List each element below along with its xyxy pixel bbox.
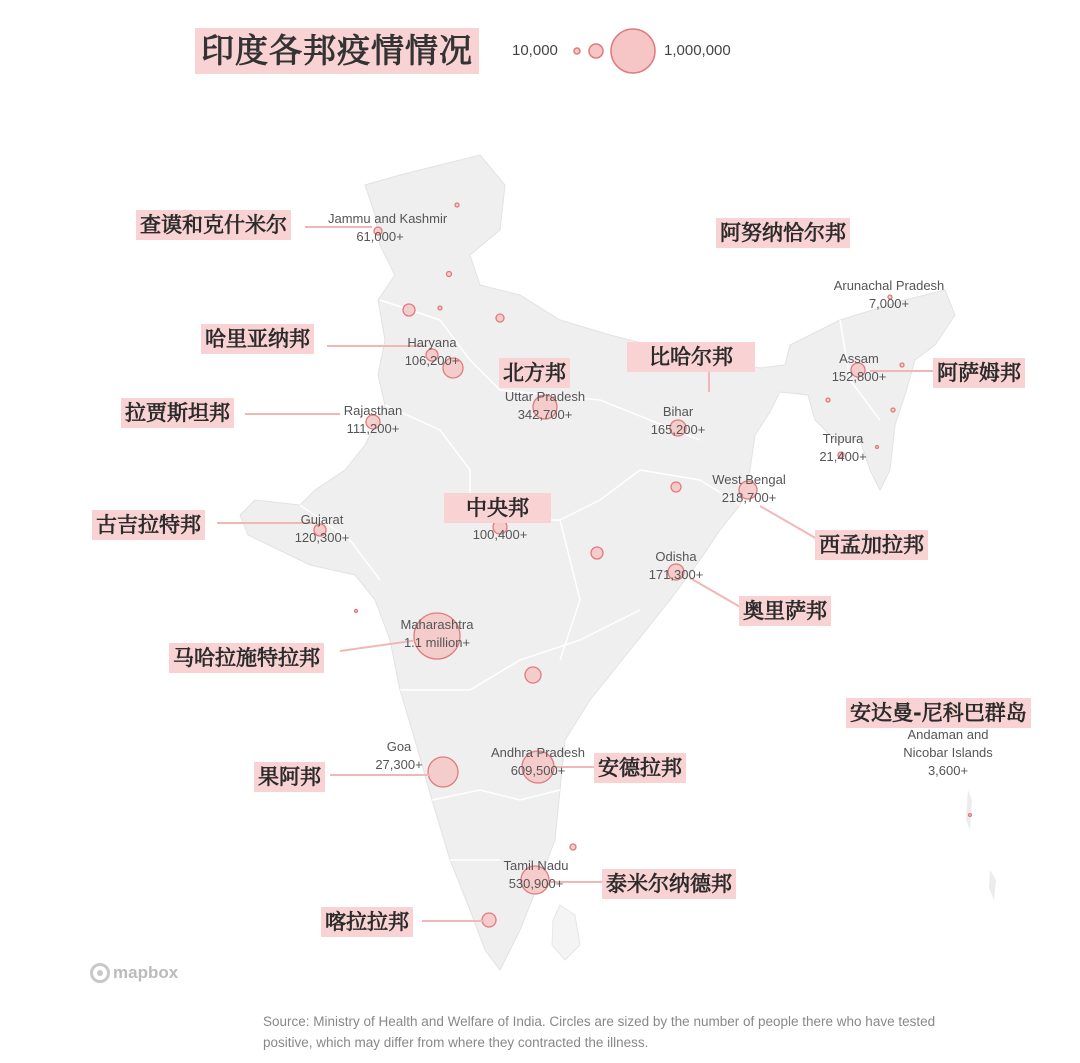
label-cn-jammu-kashmir: 查谟和克什米尔 bbox=[136, 210, 291, 240]
label-cn-maharashtra: 马哈拉施特拉邦 bbox=[169, 643, 324, 673]
leader-goa bbox=[330, 774, 430, 776]
bubble-kerala bbox=[482, 913, 496, 927]
label-en-rajasthan bbox=[330, 402, 416, 438]
bubble-telangana bbox=[525, 667, 541, 683]
label-en-bihar bbox=[638, 403, 718, 439]
state-name: West Bengal bbox=[712, 472, 786, 487]
case-count: 342,700+ bbox=[517, 407, 573, 422]
legend-min-label: 10,000 bbox=[512, 42, 558, 59]
sri-lanka bbox=[552, 905, 580, 960]
bubble-dadra bbox=[355, 610, 358, 613]
label-cn-andaman-nicobar: 安达曼-尼科巴群岛 bbox=[846, 698, 1031, 728]
case-count: 106,200+ bbox=[404, 353, 460, 368]
label-en-arunachal-pradesh bbox=[822, 277, 956, 313]
bubble-himachal bbox=[447, 272, 452, 277]
case-count: 152,800+ bbox=[831, 369, 887, 384]
state-name: Uttar Pradesh bbox=[504, 389, 586, 404]
label-cn-kerala: 喀拉拉邦 bbox=[321, 907, 413, 937]
case-count: 21,400+ bbox=[819, 449, 867, 464]
label-cn-bihar: 比哈尔邦 bbox=[627, 342, 755, 372]
case-count: 165,200+ bbox=[650, 422, 706, 437]
label-cn-odisha: 奥里萨邦 bbox=[739, 596, 831, 626]
bubble-manipur bbox=[891, 408, 895, 412]
case-count: 100,400+ bbox=[472, 527, 528, 542]
state-name: Andaman and Nicobar Islands bbox=[903, 727, 993, 760]
mapbox-wordmark: mapbox bbox=[113, 963, 179, 982]
case-count: 7,000+ bbox=[868, 296, 910, 311]
state-name: Odisha bbox=[655, 549, 697, 564]
label-en-madhya-pradesh bbox=[460, 526, 540, 544]
legend-max-label: 1,000,000 bbox=[664, 42, 731, 59]
label-en-andhra-pradesh bbox=[480, 744, 596, 780]
label-en-gujarat bbox=[282, 511, 362, 547]
legend-circle-large bbox=[611, 29, 655, 73]
label-en-andaman-nicobar bbox=[888, 726, 1008, 780]
state-name: Tamil Nadu bbox=[503, 858, 569, 873]
label-en-west-bengal bbox=[702, 471, 796, 507]
label-en-uttar-pradesh bbox=[495, 388, 595, 424]
label-cn-tamil-nadu: 泰米尔纳德邦 bbox=[602, 869, 736, 899]
mapbox-attribution[interactable] bbox=[90, 963, 178, 983]
case-count: 530,900+ bbox=[508, 876, 564, 891]
case-count: 609,500+ bbox=[510, 763, 566, 778]
case-count: 171,300+ bbox=[648, 567, 704, 582]
label-en-odisha bbox=[636, 548, 716, 584]
label-cn-uttar-pradesh: 北方邦 bbox=[499, 358, 570, 388]
label-cn-west-bengal: 西孟加拉邦 bbox=[815, 530, 928, 560]
state-name: Haryana bbox=[407, 335, 457, 350]
state-name: Gujarat bbox=[300, 512, 344, 527]
legend-circle-small bbox=[574, 48, 580, 54]
case-count: 111,200+ bbox=[346, 421, 400, 436]
case-count: 27,300+ bbox=[375, 757, 423, 772]
bubble-punjab bbox=[403, 304, 415, 316]
legend-circle-medium bbox=[589, 44, 603, 58]
label-cn-goa: 果阿邦 bbox=[254, 762, 325, 792]
label-cn-gujarat: 古吉拉特邦 bbox=[92, 510, 205, 540]
label-en-goa bbox=[359, 738, 439, 774]
bubble-ladakh bbox=[455, 203, 459, 207]
label-en-haryana bbox=[392, 334, 472, 370]
bubble-jharkhand bbox=[671, 482, 681, 492]
label-cn-madhya-pradesh: 中央邦 bbox=[444, 493, 551, 523]
state-name: Rajasthan bbox=[343, 403, 403, 418]
label-cn-assam: 阿萨姆邦 bbox=[933, 358, 1025, 388]
page-title: 印度各邦疫情情况 bbox=[195, 28, 479, 74]
label-en-tripura bbox=[806, 430, 880, 466]
bubble-andaman bbox=[969, 814, 972, 817]
label-en-maharashtra bbox=[387, 616, 487, 652]
case-count: 120,300+ bbox=[294, 530, 350, 545]
label-en-jammu-kashmir bbox=[328, 210, 448, 246]
label-cn-arunachal-pradesh: 阿努纳恰尔邦 bbox=[716, 218, 850, 248]
label-cn-rajasthan: 拉贾斯坦邦 bbox=[121, 398, 234, 428]
bubble-nagaland bbox=[900, 363, 904, 367]
state-name: Andhra Pradesh bbox=[491, 745, 585, 760]
case-count: 1.1 million+ bbox=[403, 635, 471, 650]
source-note: Source: Ministry of Health and Welfare of India. Circles are sized by the number of people there who have tested positive, which may differ from where they contracted the illness. bbox=[263, 1014, 936, 1050]
label-cn-andhra-pradesh: 安德拉邦 bbox=[594, 753, 686, 783]
label-cn-haryana: 哈里亚纳邦 bbox=[201, 324, 314, 354]
bubble-uttarakhand bbox=[496, 314, 504, 322]
bubble-puducherry bbox=[570, 844, 576, 850]
andaman-islands bbox=[966, 790, 996, 900]
state-name: Assam bbox=[839, 351, 879, 366]
case-count: 218,700+ bbox=[721, 490, 777, 505]
state-name: Maharashtra bbox=[400, 617, 474, 632]
state-name: Bihar bbox=[662, 404, 694, 419]
mapbox-logo-icon bbox=[90, 963, 110, 983]
state-name: Jammu and Kashmir bbox=[328, 211, 448, 226]
bubble-meghalaya bbox=[826, 398, 830, 402]
leader-rajasthan bbox=[245, 413, 340, 415]
case-count: 3,600+ bbox=[927, 763, 969, 778]
bubble-chandigarh bbox=[438, 306, 442, 310]
leader-kerala bbox=[422, 920, 484, 922]
label-en-assam bbox=[822, 350, 896, 386]
label-en-tamil-nadu bbox=[490, 857, 582, 893]
state-name: Tripura bbox=[822, 431, 864, 446]
bubble-chhattisgarh bbox=[591, 547, 603, 559]
state-name: Arunachal Pradesh bbox=[833, 278, 945, 293]
state-name: Goa bbox=[386, 739, 412, 754]
legend-circles bbox=[574, 29, 655, 73]
case-count: 61,000+ bbox=[356, 229, 404, 244]
